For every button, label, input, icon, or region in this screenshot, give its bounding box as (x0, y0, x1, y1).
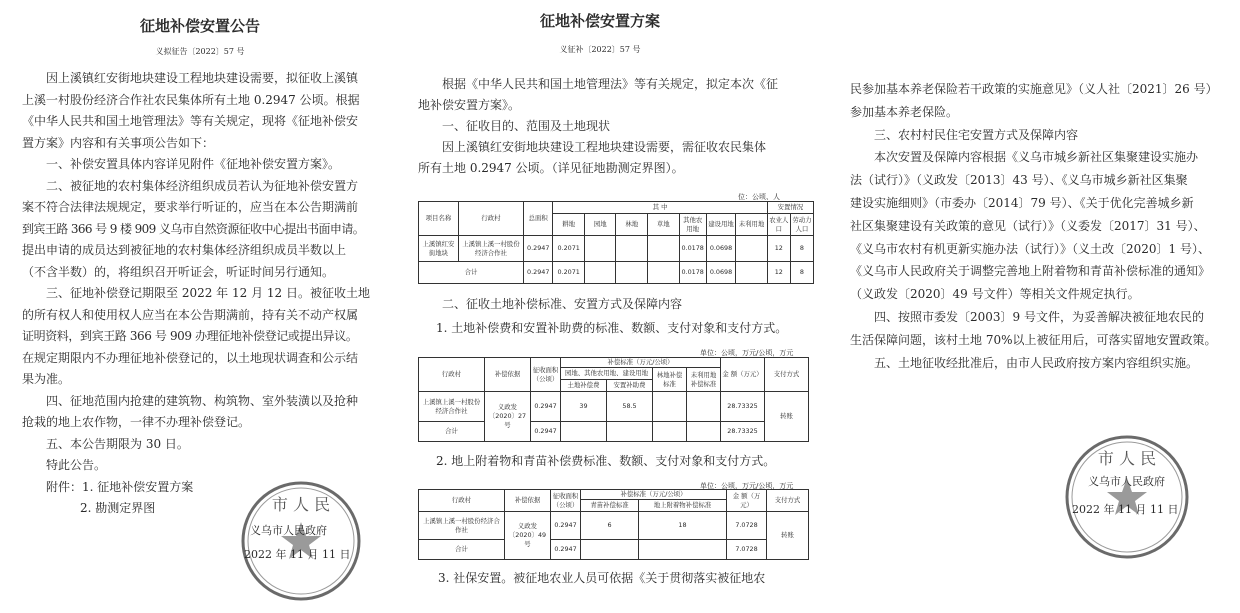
header-cell: 金 额（万元） (727, 490, 767, 512)
cell: 6 (581, 512, 639, 540)
cell: 合计 (419, 262, 524, 284)
cell: 上溪镇红安街地块 (419, 236, 459, 262)
cell: 7.0728 (727, 512, 767, 540)
table-row (419, 422, 809, 442)
land-status-table (418, 201, 814, 284)
header-cell: 补偿依据 (505, 490, 551, 512)
header-cell: 耕地 (553, 214, 585, 236)
header-cell: 土地补偿费 (561, 380, 607, 392)
cell: 28.73325 (721, 422, 765, 442)
text-line: 生活保障问题，该村土地 70%以上被征用后，可落实留地安置政策。 (850, 332, 1217, 347)
text-line: 五、本公告期限为 30 日。 (46, 436, 189, 451)
header-cell: 林地补偿标准 (653, 368, 687, 392)
text-line: 到宾王路 366 号 9 楼 909 义乌市自然资源征收中心提出书面申请。 (22, 221, 365, 236)
text-line: 上溪一村股份经济合作社农民集体所有土地 0.2947 公顷。根据 (22, 92, 360, 107)
plan-title: 征地补偿安置方案 (539, 12, 660, 30)
cell (687, 392, 721, 422)
table-row (419, 236, 814, 262)
plan-page (408, 0, 828, 613)
header-cell: 补偿标准（万元/公顷） (581, 490, 727, 500)
cell: 0.2947 (524, 236, 553, 262)
cell (616, 262, 648, 284)
text-line: 特此公告。 (46, 458, 107, 472)
text-line: 一、征收目的、范围及土地现状 (442, 119, 611, 133)
cell: 0.2947 (524, 262, 553, 284)
header-cell: 征收面积（公顷） (551, 490, 581, 512)
text-line: 因上溪镇红安街地块建设工程地块建设需要，需征收农民集体 (442, 140, 767, 154)
seal-text: 市 人 民 (271, 495, 331, 514)
official-seal-icon (238, 478, 364, 604)
cell: 28.73325 (721, 392, 765, 422)
table1-unit: 位：公顷、人 (738, 193, 780, 201)
cell: 8 (790, 236, 813, 262)
text-line: 四、按照市委发〔2003〕9 号文件，为妥善解决被征地农民的 (874, 309, 1204, 324)
sign-date: 2022 年 11 月 11 日 (1072, 503, 1179, 516)
header-cell: 行政村 (458, 202, 523, 236)
text-line: 法（试行）》（义政发〔2013〕43 号）、《义乌市城乡新社区集聚 (850, 173, 1188, 188)
header-cell: 补偿依据 (485, 358, 531, 392)
announcement-body (22, 68, 370, 520)
header-cell: 征收面积（公顷） (531, 358, 561, 392)
table-row (419, 540, 809, 560)
header-cell: 建设用地 (706, 214, 735, 236)
cell: 合计 (419, 540, 505, 560)
header-cell: 地上附着物补偿标准 (639, 500, 727, 512)
text-line: 根据《中华人民共和国土地管理法》等有关规定，拟定本次《征 (442, 77, 779, 91)
text-line: （义政发〔2020〕49 号文件）等相关文件规定执行。 (850, 287, 1140, 302)
cell: 8 (790, 262, 813, 284)
header-cell: 补偿标准（万元/公顷） (561, 358, 721, 368)
header-cell: 未利用地 (736, 214, 768, 236)
cell (647, 262, 679, 284)
cell: 7.0728 (727, 540, 767, 560)
cell (647, 236, 679, 262)
plan-section-3: 3. 社保安置。被征地农业人员可依据《关于贯彻落实被征地农 (438, 571, 766, 585)
header-cell: 园地 (584, 214, 616, 236)
cell: 义政发〔2020〕49号 (505, 512, 551, 560)
cell (616, 236, 648, 262)
text-line: 的所有权人和使用权人应当在本公告期满前，持有关不动产权属 (22, 307, 359, 322)
header-cell: 其 中 (553, 202, 767, 214)
cell: 0.2071 (553, 262, 585, 284)
header-cell: 行政村 (419, 490, 505, 512)
plan-section-2-2: 2. 地上附着物和青苗补偿费标准、数额、支付对象和支付方式。 (436, 454, 776, 468)
plan-doc-number: 义征补〔2022〕57 号 (559, 45, 641, 54)
cell: 义政发〔2020〕27号 (485, 392, 531, 442)
announcement-title: 征地补偿安置公告 (139, 17, 260, 35)
text-line: （不含半数）的，将组织召开听证会，听证时间另行通知。 (22, 264, 335, 279)
cell: 0.2071 (553, 236, 585, 262)
announcement-doc-number: 义拟征告〔2022〕57 号 (155, 47, 245, 56)
plan-continuation-body (850, 78, 1218, 374)
cell: 39 (561, 392, 607, 422)
cell (736, 236, 768, 262)
signer-name: 义乌市人民政府 (250, 524, 327, 537)
table-row (419, 512, 809, 540)
header-cell: 支付方式 (765, 358, 809, 392)
text-line: 果为准。 (22, 372, 71, 386)
cell: 0.2947 (531, 422, 561, 442)
header-cell: 未利用地补偿标准 (687, 368, 721, 392)
cell: 合计 (419, 422, 485, 442)
header-cell: 总面积 (524, 202, 553, 236)
cell (736, 262, 768, 284)
signer-name: 义乌市人民政府 (1088, 475, 1165, 488)
cell: 转账 (765, 392, 809, 442)
table-row (419, 262, 814, 284)
cell (653, 392, 687, 422)
sign-date: 2022 年 11 月 11 日 (244, 548, 351, 561)
plan-intro (418, 74, 778, 179)
cell: 18 (639, 512, 727, 540)
text-line: 1. 土地补偿费和安置补助费的标准、数额、支付对象和支付方式。 (436, 321, 788, 335)
announcement-page (0, 0, 400, 613)
header-cell: 金 额（万元） (721, 358, 765, 392)
text-line: 案不符合法律法规规定，要求举行听证的，应当在本公告期满前 (22, 200, 359, 214)
text-line: 二、被征地的农村集体经济组织成员若认为征地补偿安置方 (46, 178, 359, 193)
cell: 0.0178 (679, 262, 706, 284)
header-cell: 农业人口 (767, 214, 790, 236)
text-line: 三、农村村民住宅安置方式及保障内容 (874, 127, 1079, 142)
header-cell: 林地 (616, 214, 648, 236)
header-cell: 支付方式 (767, 490, 809, 512)
text-line: 因上溪镇红安街地块建设工程地块建设需要，拟征收上溪镇 (46, 71, 359, 85)
header-cell: 安置情况 (767, 202, 813, 214)
text-line: 建设实施细则》（市委办〔2014〕79 号）、《关于优化完善城乡新 (850, 195, 1194, 210)
text-line: 参加基本养老保险。 (850, 104, 959, 119)
header-cell: 劳动力人口 (790, 214, 813, 236)
text-line: 附件：1. 征地补偿安置方案 (46, 479, 194, 494)
table3-unit: 单位：公顷，万元/公顷，万元 (700, 482, 794, 490)
cell: 上溪镇上溪一村股份经济合作社 (419, 392, 485, 422)
header-cell: 安置补助费 (607, 380, 653, 392)
text-line: 社区集聚建设有关政策的意见（试行）》（义委发〔2017〕31 号）、 (850, 218, 1206, 233)
text-line: 《中华人民共和国土地管理法》等有关规定，现将《征地补偿安 (22, 114, 359, 128)
header-cell: 草地 (647, 214, 679, 236)
text-line: 在规定期限内不办理征地补偿登记的，以土地现状调查和公示结 (22, 350, 359, 365)
text-line: 所有土地 0.2947 公顷。（详见征地勘测定界图）。 (418, 161, 684, 175)
cell (584, 236, 616, 262)
cell: 12 (767, 236, 790, 262)
cell: 0.2947 (551, 540, 581, 560)
text-line: 四、征地范围内抢建的建筑物、构筑物、室外装潢以及抢种 (46, 393, 359, 408)
header-cell: 园地、其他农用地、建设用地 (561, 368, 653, 380)
text-line: 五、土地征收经批准后，由市人民政府按方案内容组织实施。 (874, 355, 1199, 370)
header-cell: 其他农用地 (679, 214, 706, 236)
text-line: 置方案》内容和有关事项公告如下： (22, 135, 215, 150)
cell: 0.2947 (531, 392, 561, 422)
text-line: 提出申请的成员达到被征地的农村集体经济组织成员半数以上 (22, 243, 347, 257)
plan-section-2 (418, 292, 787, 340)
cell: 58.5 (607, 392, 653, 422)
text-line: 二、征收土地补偿标准、安置方式及保障内容 (442, 297, 683, 311)
text-line: 三、征地补偿登记期限至 2022 年 12 月 12 日。被征收土地 (46, 286, 370, 300)
text-line: 证明资料，到宾王路 366 号 909 办理征地补偿登记或提出异议。 (22, 329, 358, 343)
crop-compensation-table (418, 489, 809, 560)
text-line: 《义乌市农村有机更新实施办法（试行）》（义土改〔2020〕1 号）、 (850, 241, 1210, 256)
plan-continuation-page (840, 0, 1240, 613)
cell: 0.2947 (551, 512, 581, 540)
text-line: 《义乌市人民政府关于调整完善地上附着物和青苗补偿标准的通知》 (850, 264, 1211, 279)
header-cell: 项目名称 (419, 202, 459, 236)
cell: 0.0698 (706, 236, 735, 262)
header-cell: 行政村 (419, 358, 485, 392)
text-line: 一、补偿安置具体内容详见附件《征地补偿安置方案》。 (46, 157, 341, 171)
cell (584, 262, 616, 284)
text-line: 2. 勘测定界图 (80, 501, 156, 515)
cell: 转账 (767, 512, 809, 560)
cell: 0.0178 (679, 236, 706, 262)
cell: 上溪镇上溪一村股份经济合作社 (458, 236, 523, 262)
text-line: 本次安置及保障内容根据《义乌市城乡新社区集聚建设实施办 (874, 150, 1199, 165)
table2-unit: 单位：公顷，万元/公顷，万元 (700, 349, 794, 357)
cell: 上溪镇上溪一村股份经济合作社 (419, 512, 505, 540)
text-line: 民参加基本养老保险若干政策的实施意见》（义人社〔2021〕26 号） (850, 82, 1218, 96)
text-line: 地补偿安置方案》。 (418, 98, 521, 112)
cell: 12 (767, 262, 790, 284)
table-row (419, 392, 809, 422)
official-seal-icon (1062, 432, 1192, 562)
seal-text: 市 人 民 (1097, 449, 1157, 468)
header-cell: 青苗补偿标准 (581, 500, 639, 512)
text-line: 抢栽的地上农作物，一律不办理补偿登记。 (22, 415, 251, 429)
land-compensation-table (418, 357, 809, 442)
cell: 0.0698 (706, 262, 735, 284)
